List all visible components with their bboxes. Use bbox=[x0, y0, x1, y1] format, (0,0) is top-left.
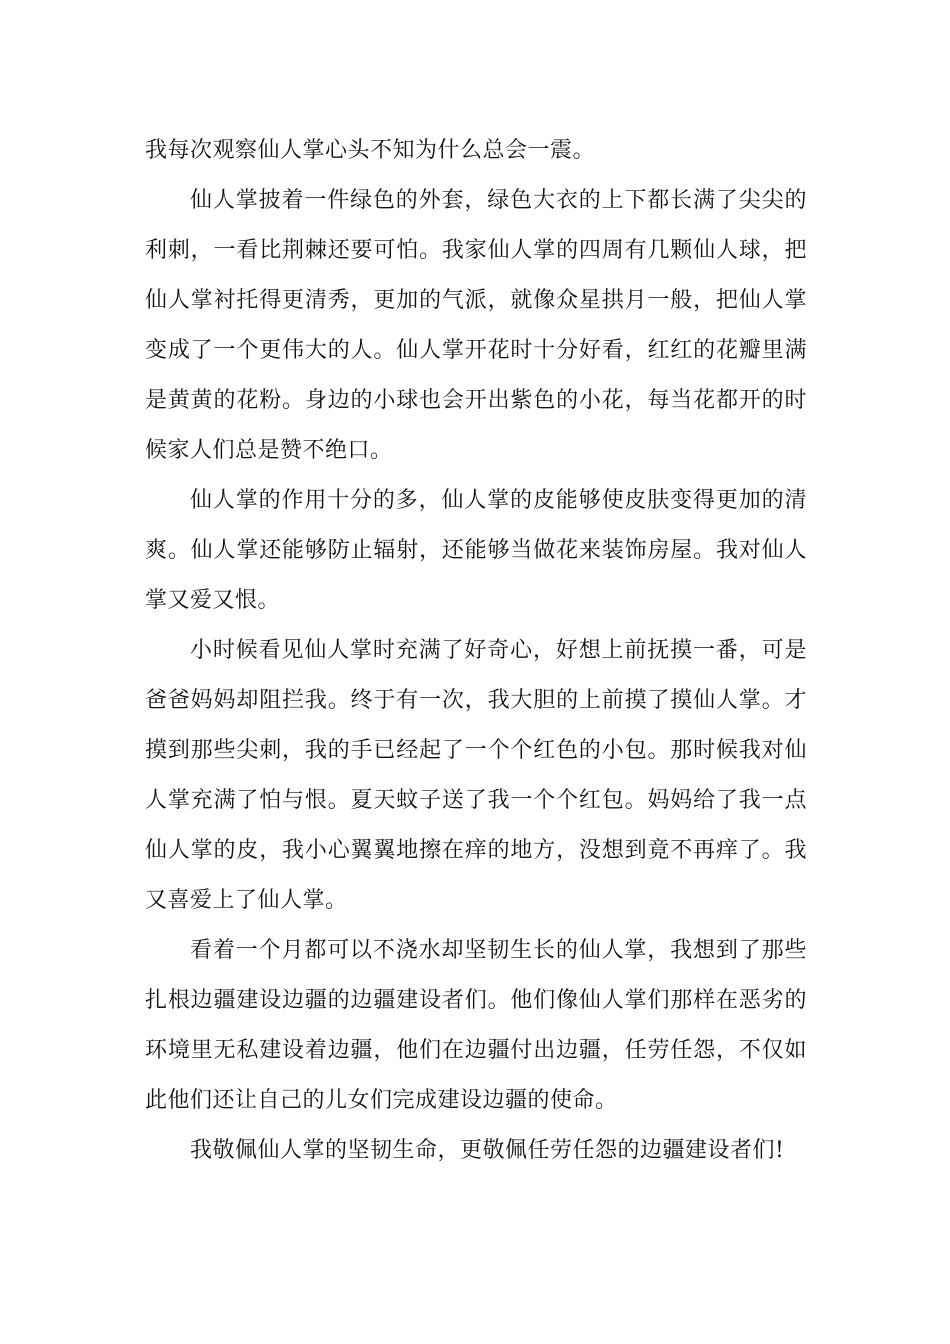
paragraph-5-line-2: 扎根边疆建设边疆的边疆建设者们。他们像仙人掌们那样在恶劣的 bbox=[145, 988, 807, 1013]
paragraph-2-line-1: 仙人掌披着一件绿色的外套，绿色大衣的上下都长满了尖尖的 bbox=[190, 188, 807, 213]
paragraph-4-line-4: 人掌充满了怕与恨。夏天蚊子送了我一个个红包。妈妈给了我一点 bbox=[145, 788, 807, 813]
paragraph-2-line-3: 仙人掌衬托得更清秀，更加的气派，就像众星拱月一般，把仙人掌 bbox=[145, 288, 807, 313]
paragraph-3-line-2: 爽。仙人掌还能够防止辐射，还能够当做花来装饰房屋。我对仙人 bbox=[145, 538, 807, 563]
paragraph-3-line-1: 仙人掌的作用十分的多，仙人掌的皮能够使皮肤变得更加的清 bbox=[190, 488, 807, 513]
paragraph-3-line-3: 掌又爱又恨。 bbox=[145, 588, 281, 613]
paragraph-5-line-4: 此他们还让自己的儿女们完成建设边疆的使命。 bbox=[145, 1088, 618, 1113]
paragraph-2-line-6: 候家人们总是赞不绝口。 bbox=[145, 438, 393, 463]
paragraph-2-line-4: 变成了一个更伟大的人。仙人掌开花时十分好看，红红的花瓣里满 bbox=[145, 338, 807, 363]
paragraph-4-line-1: 小时候看见仙人掌时充满了好奇心，好想上前抚摸一番，可是 bbox=[190, 638, 807, 663]
paragraph-4-line-2: 爸爸妈妈却阻拦我。终于有一次，我大胆的上前摸了摸仙人掌。才 bbox=[145, 688, 807, 713]
paragraph-4-line-6: 又喜爱上了仙人掌。 bbox=[145, 888, 348, 913]
paragraph-4-line-5: 仙人掌的皮，我小心翼翼地擦在痒的地方，没想到竟不再痒了。我 bbox=[145, 838, 807, 863]
paragraph-1-line-1: 我每次观察仙人掌心头不知为什么总会一震。 bbox=[145, 138, 596, 163]
paragraph-4-line-3: 摸到那些尖刺，我的手已经起了一个个红色的小包。那时候我对仙 bbox=[145, 738, 807, 763]
paragraph-2-line-2: 利刺，一看比荆棘还要可怕。我家仙人掌的四周有几颗仙人球，把 bbox=[145, 238, 807, 263]
paragraph-2-line-5: 是黄黄的花粉。身边的小球也会开出紫色的小花，每当花都开的时 bbox=[145, 388, 807, 413]
paragraph-6-line-1: 我敬佩仙人掌的坚韧生命，更敬佩任劳任怨的边疆建设者们! bbox=[190, 1138, 785, 1163]
paragraph-5-line-3: 环境里无私建设着边疆，他们在边疆付出边疆，任劳任怨，不仅如 bbox=[145, 1038, 807, 1063]
paragraph-5-line-1: 看着一个月都可以不浇水却坚韧生长的仙人掌，我想到了那些 bbox=[190, 938, 807, 963]
